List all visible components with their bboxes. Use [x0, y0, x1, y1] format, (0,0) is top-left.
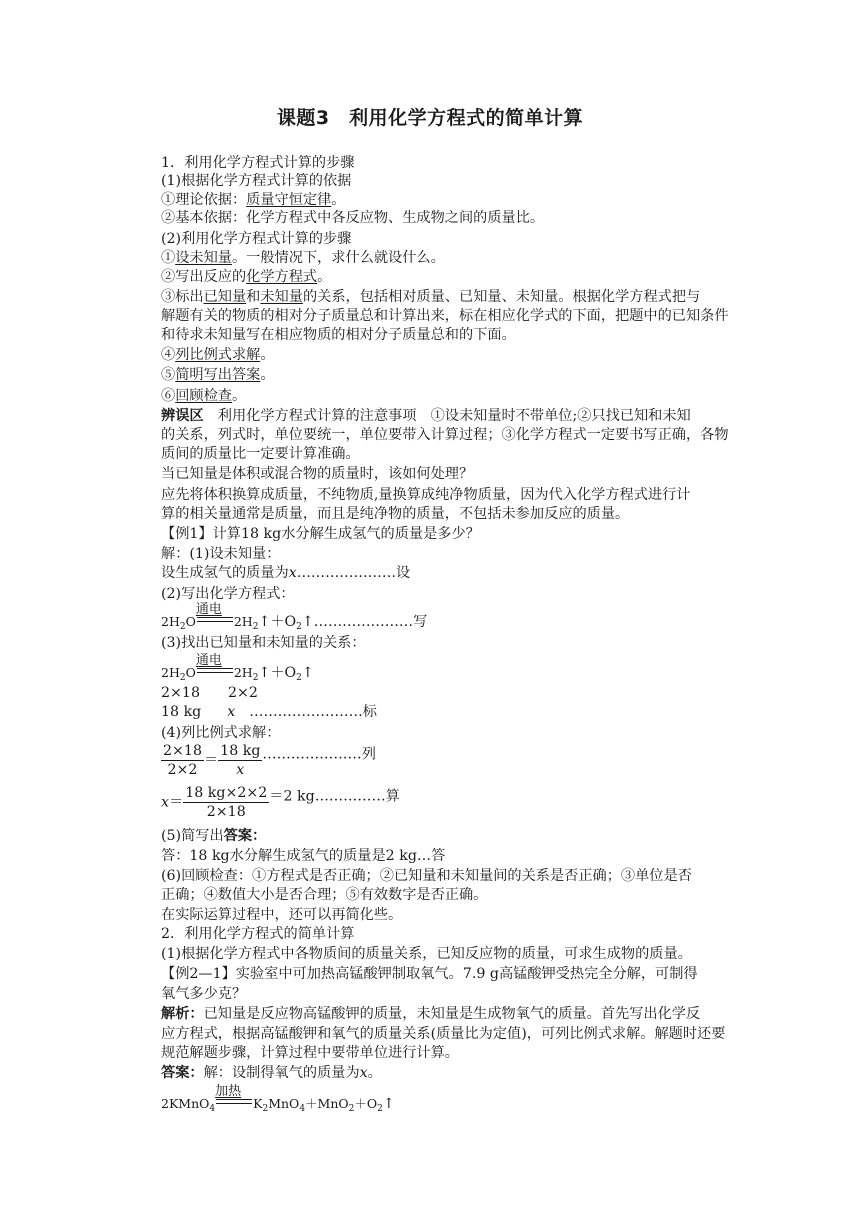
step-5: ⑤简明写出答案。: [161, 367, 275, 383]
section-2-heading: 2．利用化学方程式的简单计算: [161, 926, 355, 942]
solution-step-2: (2)写出化学方程式：: [161, 586, 295, 602]
example-2-line-2: 氧气多少克？: [161, 986, 247, 1002]
equation-write: $2H_2O$ 通电 $2H_2↑+O_2↑\dots\dots\dots\dots\dots\dots\dots$写: [161, 602, 428, 632]
solution-step-1: 解：(1)设未知量：: [161, 546, 281, 562]
solution-step-6-line-1: (6)回顾检查：①方程式是否正确；②已知量和未知量间的关系是否正确；③单位是否: [161, 868, 692, 884]
answer-line-2: 算的相关量通常是质量，而且是纯净物的质量，不包括未参加反应的质量。: [161, 506, 630, 522]
solution-step-3: (3)找出已知量和未知量的关系：: [161, 635, 366, 651]
step-3-line-3: 和待求未知量写在相应物质的相对分子质量总和的下面。: [161, 327, 516, 343]
misconception-line-1: 辨误区 利用化学方程式计算的注意事项 ①设未知量时不带单位;②只找已知和未知: [161, 408, 691, 424]
assume-line: 设生成氢气的质量为x…………………设: [161, 565, 411, 581]
equation-kmno4: 2KMnO$_4$ 加热 $K_2MnO_4+MnO_2+O_2↑$: [161, 1084, 395, 1114]
basis-heading: (1)根据化学方程式计算的依据: [161, 173, 352, 189]
theory-basis: ①理论依据：质量守恒定律。: [161, 192, 346, 208]
misconception-line-2: 的关系，列式时，单位要统一，单位要带入计算过程；③化学方程式一定要书写正确，各物: [161, 427, 729, 443]
basic-basis: ②基本依据：化学方程式中各反应物、生成物之间的质量比。: [161, 210, 545, 226]
proportion-line: $\frac{2\times 18}{2\times 2}$ ＝ $\frac{18 kg}{x}$ …………………列: [163, 743, 376, 778]
simplify-note: 在实际运算过程中，还可以再简化些。: [161, 907, 403, 923]
solution-step-5: (5)简写出答案：: [161, 828, 267, 844]
steps-heading: (2)利用化学方程式计算的步骤: [161, 231, 352, 247]
analysis-line-1: 解析：已知量是反应物高锰酸钾的质量，未知量是生成物氧气的质量。首先写出化学反: [161, 1006, 701, 1022]
example-1-heading: 【例1】计算18 kg水分解生成氢气的质量是多少？: [161, 526, 480, 542]
analysis-line-3: 规范解题步骤，计算过程中要带单位进行计算。: [161, 1045, 459, 1061]
step-1: ①设未知量。一般情况下，求什么就设什么。: [161, 250, 445, 266]
known-mass-row: 18 kg x ……………………标: [161, 704, 377, 720]
section-1-heading: 1．利用化学方程式计算的步骤: [161, 155, 355, 171]
example-2-answer-start: 答案：解：设制得氧气的质量为x。: [161, 1065, 382, 1081]
misconception-line-3: 质间的质量比一定要计算准确。: [161, 446, 360, 462]
analysis-line-2: 应方程式，根据高锰酸钾和氧气的质量关系(质量比为定值)，可列比例式求解。解题时还要: [161, 1026, 726, 1042]
example-1-answer: 答：18 kg水分解生成氢气的质量是2 kg…答: [161, 848, 446, 864]
solve-line: x＝ $\frac{18 kg\times 2\times 2}{2\times 18}$ ＝2 kg……………算: [161, 785, 400, 820]
equation-relation: $2H_2O$ 通电 $2H_2↑+O_2↑$: [161, 653, 314, 683]
step-3-line-2: 解题有关的物质的相对分子质量总和计算出来，标在相应化学式的下面，把题中的已知条件: [161, 308, 729, 324]
step-4: ④列比例式求解。: [161, 347, 275, 363]
example-2-line-1: 【例2—1】实验室中可加热高锰酸钾制取氧气。7.9 g高锰酸钾受热完全分解，可制得: [161, 966, 698, 982]
answer-line-1: 应先将体积换算成质量，不纯物质,量换算成纯净物质量，因为代入化学方程式进行计: [161, 487, 691, 503]
solution-step-6-line-2: 正确；④数值大小是否合理；⑤有效数字是否正确。: [161, 887, 488, 903]
solution-step-4: (4)列比例式求解：: [161, 725, 281, 741]
question: 当已知量是体积或混合物的质量时，该如何处理？: [161, 466, 474, 482]
step-2: ②写出反应的化学方程式。: [161, 269, 332, 285]
section-2-p1: (1)根据化学方程式中各物质间的质量关系，已知反应物的质量，可求生成物的质量。: [161, 946, 692, 962]
step-3: ③标出已知量和未知量的关系，包括相对质量、已知量、未知量。根据化学方程式把与: [161, 289, 701, 305]
step-6: ⑥回顾检查。: [161, 388, 247, 404]
page-title: 课题3 利用化学方程式的简单计算: [276, 107, 584, 129]
relative-mass-row: 2×18 2×2: [161, 685, 258, 701]
